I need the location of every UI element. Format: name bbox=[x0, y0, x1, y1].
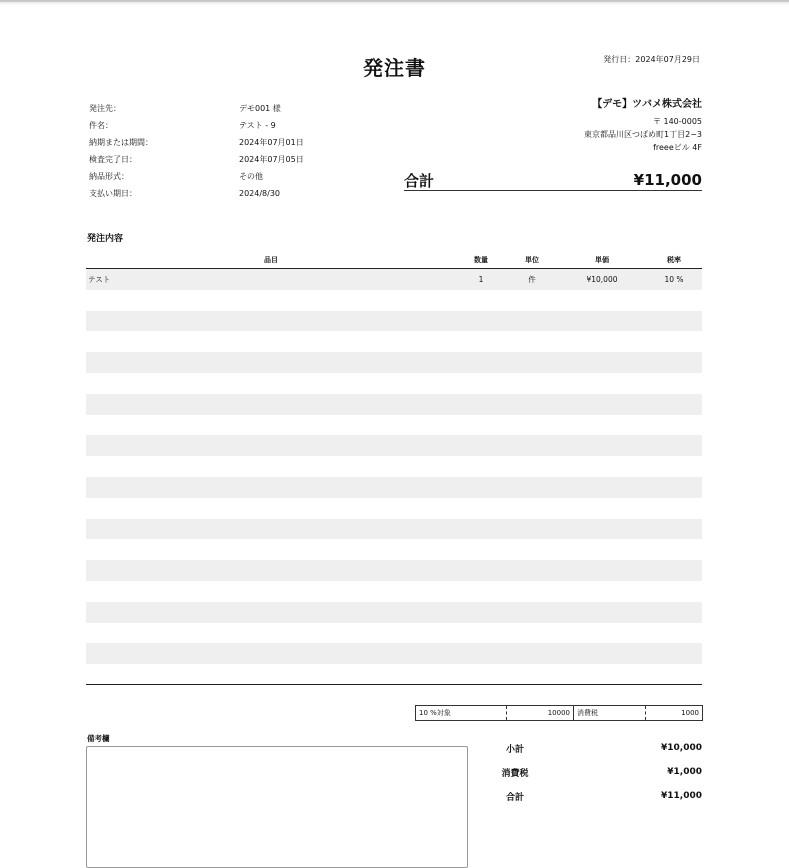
header-unit: 単位 bbox=[525, 256, 539, 264]
issue-date-value: 2024年07月29日 bbox=[635, 55, 700, 64]
table-row-empty bbox=[86, 581, 702, 602]
table-row-empty bbox=[86, 331, 702, 352]
table-row bbox=[86, 269, 702, 290]
page-title: 発注書 bbox=[363, 56, 426, 80]
info-row-subject bbox=[89, 117, 389, 134]
info-row-delivery-format bbox=[89, 168, 389, 185]
table-row-empty bbox=[86, 539, 702, 560]
info-label: 納品形式： bbox=[89, 172, 129, 181]
summary-row-subtotal bbox=[490, 736, 702, 760]
items-section-title: 発注内容 bbox=[87, 234, 124, 244]
summary bbox=[490, 736, 702, 808]
info-label: 発注先： bbox=[89, 104, 121, 113]
table-row-empty bbox=[86, 498, 702, 519]
header-qty: 数量 bbox=[474, 256, 488, 264]
table-row-empty bbox=[86, 643, 702, 664]
items-table-body bbox=[86, 269, 702, 664]
info-value: その他 bbox=[239, 172, 263, 181]
grand-total bbox=[404, 170, 702, 191]
info-row-inspection-date bbox=[89, 151, 389, 168]
item-unit: 件 bbox=[528, 274, 536, 284]
summary-value: ¥1,000 bbox=[667, 767, 702, 777]
company-postal: 〒 140-0005 bbox=[652, 117, 702, 126]
info-value: 2024年07月01日 bbox=[239, 138, 304, 147]
summary-label: 小計 bbox=[505, 744, 524, 755]
table-row-empty bbox=[86, 456, 702, 477]
table-row-empty bbox=[86, 415, 702, 436]
item-tax: 10 % bbox=[664, 274, 684, 284]
summary-label: 合計 bbox=[505, 792, 524, 803]
remarks-box bbox=[86, 746, 468, 868]
table-row-empty bbox=[86, 477, 702, 498]
item-qty: 1 bbox=[478, 274, 484, 284]
table-row-empty bbox=[86, 311, 702, 332]
info-value: デモ001 様 bbox=[239, 104, 281, 113]
info-label: 支払い期日： bbox=[89, 189, 137, 198]
table-row-empty bbox=[86, 623, 702, 644]
items-table-header bbox=[86, 252, 702, 269]
grand-total-label: 合計 bbox=[404, 171, 435, 190]
company-name: 【デモ】ツバメ株式会社 bbox=[592, 99, 702, 110]
table-row-empty bbox=[86, 352, 702, 373]
order-info bbox=[89, 100, 389, 202]
company-address-line1: 東京都品川区つばめ町1丁目2−3 bbox=[584, 130, 702, 139]
tax-breakdown bbox=[415, 705, 703, 721]
header-name: 品目 bbox=[264, 256, 278, 264]
summary-row-total bbox=[490, 784, 702, 808]
remarks-title: 備考欄 bbox=[87, 734, 110, 743]
item-name: テスト bbox=[88, 274, 111, 284]
company-address-line2: freeeビル 4F bbox=[653, 143, 702, 152]
info-label: 検査完了日： bbox=[89, 155, 137, 164]
tax-target-value: 10000 bbox=[507, 706, 574, 720]
info-value: テスト - 9 bbox=[239, 121, 276, 130]
page-top-shadow bbox=[0, 2, 789, 5]
table-row-empty bbox=[86, 435, 702, 456]
table-row-empty bbox=[86, 373, 702, 394]
summary-row-tax bbox=[490, 760, 702, 784]
header-price: 単価 bbox=[595, 256, 609, 264]
info-label: 納期または期間： bbox=[89, 138, 153, 147]
items-table-bottom-rule bbox=[86, 684, 702, 685]
table-row-empty bbox=[86, 602, 702, 623]
item-price: ¥10,000 bbox=[586, 274, 618, 284]
info-row-payment-due bbox=[89, 185, 389, 202]
info-value: 2024年07月05日 bbox=[239, 155, 304, 164]
issuer-company bbox=[584, 98, 702, 154]
info-value: 2024/8/30 bbox=[239, 189, 281, 198]
issue-date-label: 発行日： bbox=[603, 55, 636, 64]
table-row-empty bbox=[86, 394, 702, 415]
summary-label: 消費税 bbox=[501, 768, 529, 779]
info-label: 件名： bbox=[89, 121, 113, 130]
summary-value: ¥10,000 bbox=[661, 743, 702, 753]
tax-target-label: 10 %対象 bbox=[416, 706, 507, 720]
summary-value: ¥11,000 bbox=[661, 791, 702, 801]
info-row-supplier bbox=[89, 100, 389, 117]
table-row-empty bbox=[86, 519, 702, 540]
tax-amount-value: 1000 bbox=[681, 709, 699, 717]
issue-date bbox=[603, 54, 700, 65]
grand-total-value: ¥11,000 bbox=[633, 171, 702, 189]
table-row-empty bbox=[86, 290, 702, 311]
table-row-empty bbox=[86, 560, 702, 581]
header-tax: 税率 bbox=[667, 256, 681, 264]
info-row-delivery-date bbox=[89, 134, 389, 151]
items-table bbox=[86, 252, 702, 664]
tax-amount-label: 消費税 bbox=[574, 706, 646, 720]
